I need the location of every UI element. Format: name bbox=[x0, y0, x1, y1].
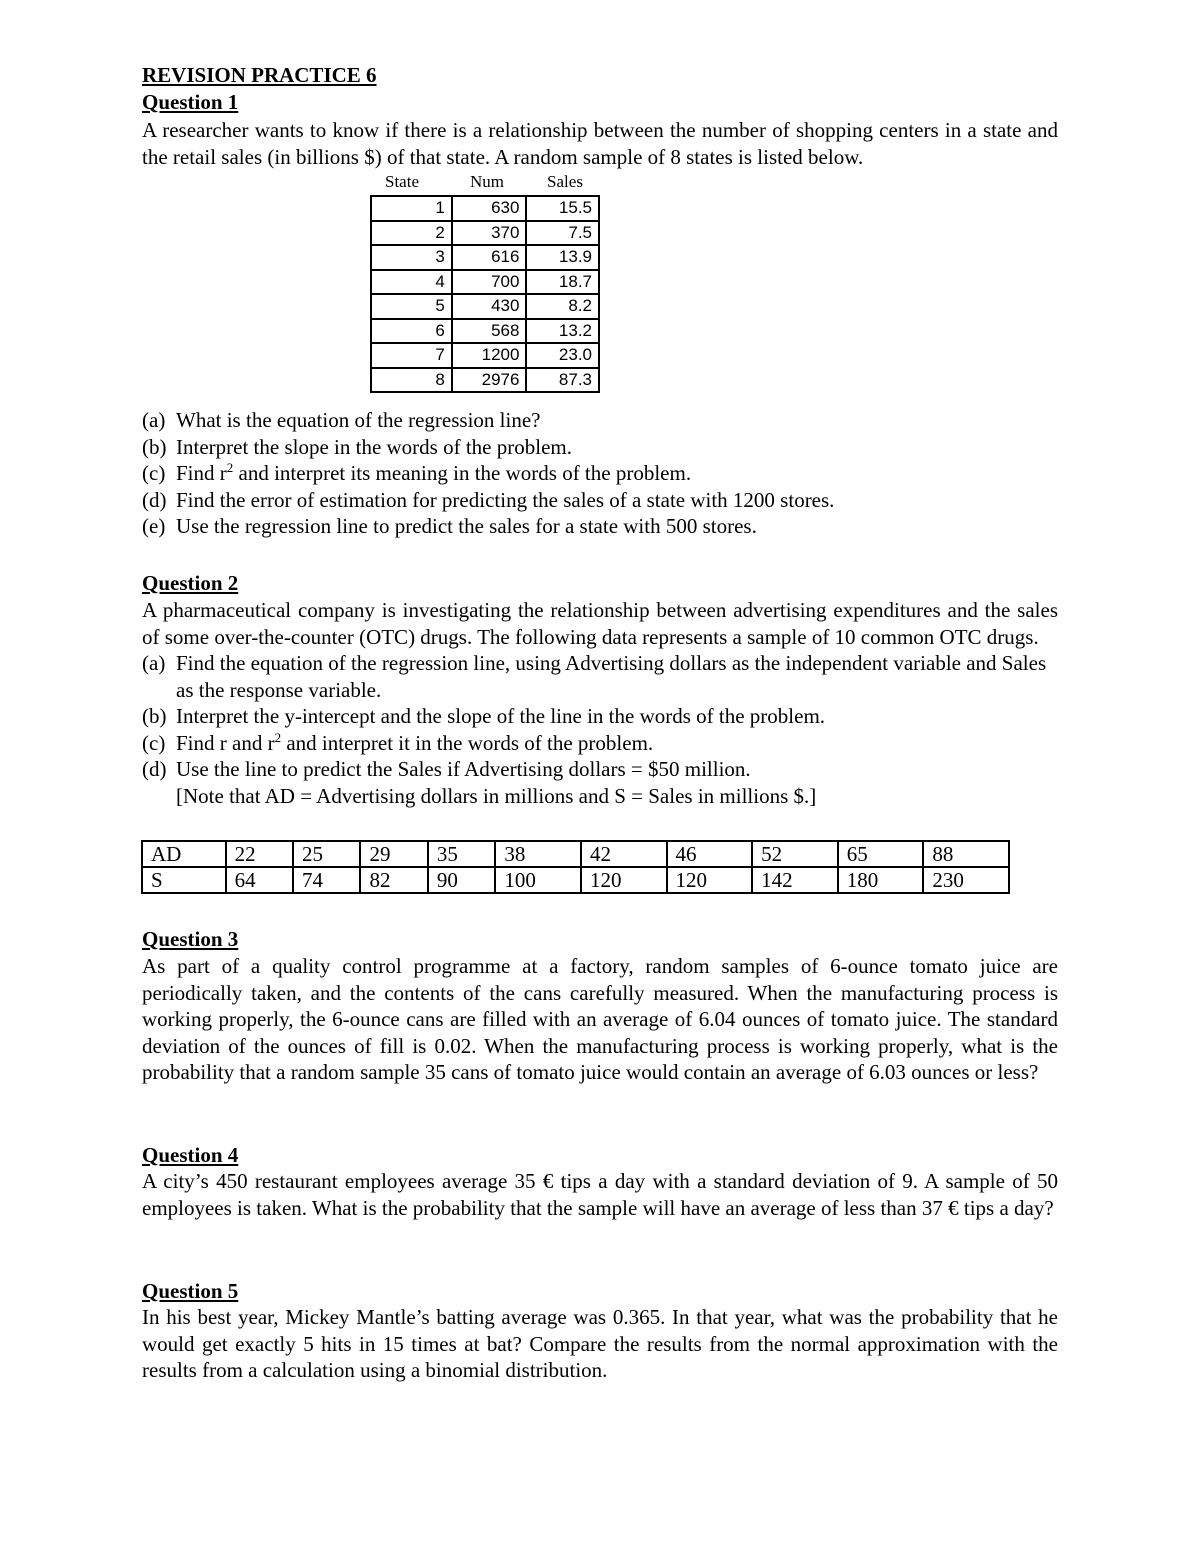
question-1-table bbox=[370, 195, 600, 393]
column-header-num: Num bbox=[470, 172, 504, 191]
table-cell: 22 bbox=[226, 841, 293, 867]
table-cell: 370 bbox=[452, 221, 527, 246]
question-2-table bbox=[141, 840, 1010, 894]
page-title: REVISION PRACTICE 6 bbox=[142, 63, 377, 87]
column-header-state: State bbox=[385, 172, 419, 191]
table-cell: 230 bbox=[923, 867, 1009, 893]
table-cell: 120 bbox=[581, 867, 667, 893]
table-cell: 7.5 bbox=[526, 221, 599, 246]
table-cell: 430 bbox=[452, 294, 527, 319]
table-cell: 5 bbox=[371, 294, 452, 319]
table-cell: 568 bbox=[452, 319, 527, 344]
question-1-heading: Question 1 bbox=[142, 90, 239, 114]
table-cell: 4 bbox=[371, 270, 452, 295]
question-1-part-b: (b) Interpret the slope in the words of the problem. bbox=[142, 434, 572, 459]
table-cell: 15.5 bbox=[526, 196, 599, 221]
table-cell: 100 bbox=[495, 867, 581, 893]
question-3-text: As part of a quality control programme at a factory, random samples of 6-ounce tomato juice are periodically taken, and the contents of the cans carefully measured. When the manufacturing process is working properly, the 6-ounce cans are filled with an average of 6.04 ounces of tomato juice. The standard deviation of the ounces of fill is 0.02. When the manufacturing process is working properly, what is the probability that a random sample 35 cans of tomato juice would contain an average of 6.03 ounces or less? bbox=[142, 954, 1058, 1084]
table-cell: 88 bbox=[923, 841, 1009, 867]
table-cell: 25 bbox=[293, 841, 360, 867]
table-cell: 8 bbox=[371, 368, 452, 393]
table-cell: 2 bbox=[371, 221, 452, 246]
question-2-intro-text: A pharmaceutical company is investigating the relationship between advertising expenditures and the sales of some over-the-counter (OTC) drugs. The following data represents a sample of 10 common OTC drugs. bbox=[142, 598, 1058, 649]
table-cell: 38 bbox=[495, 841, 581, 867]
table-cell: 35 bbox=[428, 841, 495, 867]
question-1-intro bbox=[142, 117, 1058, 170]
question-2-part-d: (d) Use the line to predict the Sales if Advertising dollars = $50 million. bbox=[142, 757, 751, 781]
question-1-parts bbox=[142, 407, 1058, 540]
table-row bbox=[371, 343, 599, 368]
table-cell: 64 bbox=[226, 867, 293, 893]
question-2-part-c: (c) Find r and $r^2$ and interpret it in the words of the problem. bbox=[142, 729, 654, 755]
table-cell: 42 bbox=[581, 841, 667, 867]
question-2-body bbox=[142, 597, 1058, 809]
table-cell: 700 bbox=[452, 270, 527, 295]
table-cell: 46 bbox=[667, 841, 753, 867]
question-5-text: In his best year, Mickey Mantle’s batting average was 0.365. In that year, what was the probability that he would get exactly 5 hits in 15 times at bat? Compare the results from the normal approximation with the results from a calculation using a binomial distribution. bbox=[142, 1305, 1058, 1382]
table-cell: 29 bbox=[360, 841, 427, 867]
table-cell: 90 bbox=[428, 867, 495, 893]
table-cell: 52 bbox=[752, 841, 838, 867]
table-row bbox=[371, 196, 599, 221]
table-cell: 87.3 bbox=[526, 368, 599, 393]
question-3-heading: Question 3 bbox=[142, 927, 239, 951]
question-4-body bbox=[142, 1168, 1058, 1221]
table-row bbox=[142, 867, 1009, 893]
table-cell: 13.9 bbox=[526, 245, 599, 270]
table-row bbox=[371, 368, 599, 393]
table-cell: 8.2 bbox=[526, 294, 599, 319]
question-1-part-a: (a) What is the equation of the regression line? bbox=[142, 408, 541, 432]
question-1-part-d: (d) Find the error of estimation for predicting the sales of a state with 1200 stores. bbox=[142, 487, 835, 512]
question-5-body bbox=[142, 1304, 1058, 1384]
table-cell: 23.0 bbox=[526, 343, 599, 368]
table-cell: 65 bbox=[838, 841, 924, 867]
table-cell: 142 bbox=[752, 867, 838, 893]
question-4-heading: Question 4 bbox=[142, 1143, 239, 1167]
column-header-sales: Sales bbox=[547, 172, 583, 191]
table-row bbox=[371, 319, 599, 344]
table-cell: 1200 bbox=[452, 343, 527, 368]
table-cell: 180 bbox=[838, 867, 924, 893]
table-cell: 3 bbox=[371, 245, 452, 270]
table-row bbox=[371, 221, 599, 246]
table-row bbox=[142, 841, 1009, 867]
question-1-intro-text: A researcher wants to know if there is a relationship between the number of shopping centers in a state and the retail sales (in billions $) of that state. A random sample of 8 states is listed below. bbox=[142, 118, 1058, 169]
table-cell: 7 bbox=[371, 343, 452, 368]
table-cell: 74 bbox=[293, 867, 360, 893]
question-2-heading: Question 2 bbox=[142, 571, 239, 595]
table-cell: 18.7 bbox=[526, 270, 599, 295]
question-2-note: [Note that AD = Advertising dollars in millions and S = Sales in millions $.] bbox=[176, 783, 817, 808]
table-cell: 2976 bbox=[452, 368, 527, 393]
question-1-part-c: (c) Find $r^2$ and interpret its meaning in the words of the problem. bbox=[142, 460, 692, 485]
table-cell: 82 bbox=[360, 867, 427, 893]
question-4-text: A city’s 450 restaurant employees average 35 € tips a day with a standard deviation of 9. A sample of 50 employees is taken. What is the probability that the sample will have an average of less than 37 € tips a day? bbox=[142, 1169, 1058, 1220]
question-2-part-a: (a) Find the equation of the regression line, using Advertising dollars as the independent variable and Sales as the response variable. bbox=[142, 651, 1047, 702]
table-cell: S bbox=[142, 867, 226, 893]
table-row bbox=[371, 270, 599, 295]
question-2-part-b: (b) Interpret the y-intercept and the slope of the line in the words of the problem. bbox=[142, 704, 826, 728]
table-row bbox=[371, 245, 599, 270]
question-3-body bbox=[142, 953, 1058, 1086]
question-5-heading: Question 5 bbox=[142, 1279, 239, 1303]
table-cell: AD bbox=[142, 841, 226, 867]
table-cell: 1 bbox=[371, 196, 452, 221]
table-row bbox=[371, 294, 599, 319]
question-1-part-e: (e) Use the regression line to predict the sales for a state with 500 stores. bbox=[142, 514, 757, 538]
table-cell: 616 bbox=[452, 245, 527, 270]
table-cell: 120 bbox=[667, 867, 753, 893]
table-cell: 6 bbox=[371, 319, 452, 344]
table-cell: 630 bbox=[452, 196, 527, 221]
table-cell: 13.2 bbox=[526, 319, 599, 344]
